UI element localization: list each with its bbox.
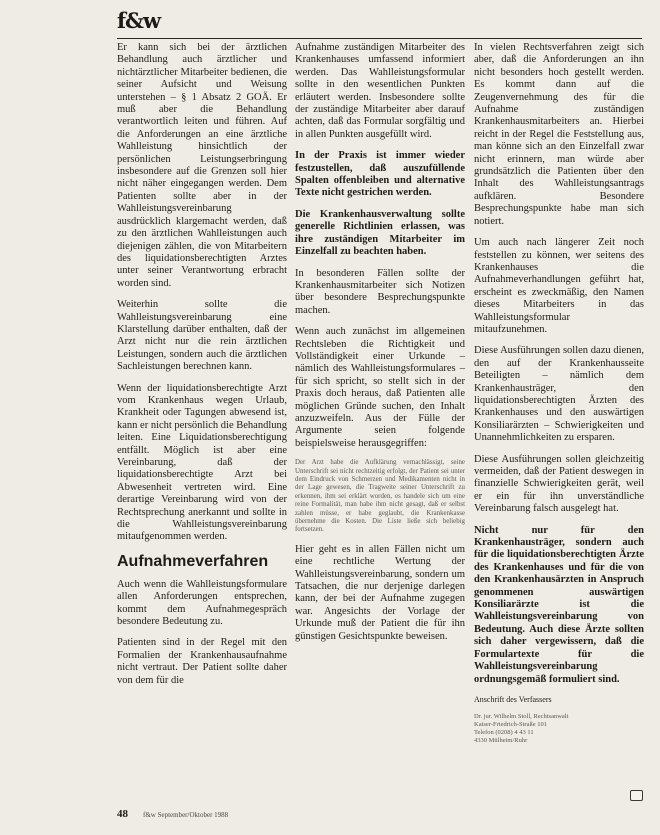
fine-print-paragraph: Der Arzt habe die Aufklärung vernachlässigt, seine Unterschrift sei nicht rechtzeitig erfolgt, der Patient sei unter dem Eindruck von Schmerzen und Medikamenten nicht in der Lage gewesen, die Tragweite seiner Unterschrift zu erkennen, ihm sei erklärt worden, es handele sich um eine reine Formalität, man habe ihm nicht gesagt, daß er selbst zahlen müsse, er habe geglaubt, die Krankenkasse übernehme die Kosten. Die Liste ließe sich beliebig fortsetzen.	[295, 459, 465, 534]
paragraph: Diese Ausführungen sollen gleichzeitig vermeiden, daß der Patient deswegen in finanzielle Schwierigkeiten gerät, weil er ein für ihn unverständliche Vereinbarung falsch ausgelegt hat.	[474, 453, 644, 515]
column-3	[474, 42, 644, 745]
paragraph: In vielen Rechtsverfahren zeigt sich aber, daß die Anforderungen an ihn nicht besonders hoch gestellt werden. Es kommt dann auf die Zeugenvernehmung des für die Aufnahme zuständigen Krankenhausmitarbeiters an. Hierbei reicht in der Regel die Feststellung aus, man könne sich an den Einzelfall zwar nicht erinnern, man würde aber grundsätzlich die Patienten über den Inhalt des Wahlleistungsantrags aufklären. Besondere Besprechungspunkte habe man sich notiert.	[474, 42, 644, 227]
issue-line: f&w September/Oktober 1988	[143, 811, 229, 819]
paragraph: Wenn auch zunächst im allgemeinen Rechtsleben die Richtigkeit und Vollständigkeit einer Urkunde – nämlich des Wahlleistungsformulares – für sich spricht, so stellt sich in der Praxis doch heraus, daß Patienten alle möglichen Gründe suchen, den Inhalt anzuzweifeln. Aus der Fülle der Argumente seien folgende beispielsweise herausgegriffen:	[295, 326, 465, 449]
page-number: 48	[117, 808, 128, 820]
paragraph: Aufnahme zuständigen Mitarbeiter des Krankenhauses umfassend informiert werden. Das Wahlleistungsformular sollte in den wesentlichen Punkten erläutert werden. Insbesondere sollte der zuständige Mitarbeiter aber darauf achten, daß das Formular sorgfältig und in allen Punkten ausgefüllt wird.	[295, 42, 465, 140]
author-byline	[474, 695, 644, 745]
bold-paragraph: Die Krankenhausverwaltung sollte generelle Richtlinien erlassen, was ihre zuständigen Mitarbeiter im Einzelfall zu beachten haben.	[295, 208, 465, 258]
column-1	[117, 42, 287, 696]
address-line: Dr. jur. Wilhelm Stoll, Rechtsanwalt	[474, 712, 569, 720]
address-line: 4330 Mülheim/Ruhr	[474, 736, 528, 744]
end-of-article-icon	[630, 790, 643, 801]
byline-label: Anschrift des Verfassers	[474, 694, 552, 704]
address-line: Kaiser-Friedrich-Straße 101	[474, 720, 547, 728]
column-2	[295, 42, 465, 652]
page-footer	[117, 808, 417, 822]
paragraph: Um auch nach längerer Zeit noch feststellen zu können, wer seitens des Krankenhauses die Aufnahmeverhandlungen geführt hat, erscheint es zweckmäßig, den Namen dieses Mitarbeiters in das Wahlleistungsformular mitaufzunehmen.	[474, 237, 644, 335]
section-heading: Aufnahmeverfahren	[117, 552, 269, 570]
paragraph: Er kann sich bei der ärztlichen Behandlung auch ärztlicher und nichtärztlicher Mitarbeiter bedienen, die seiner Aufsicht und Weisung unterstehen – § 1 Absatz 2 GOÄ. Er muß aber die Behandlung verantwortlich leiten und führen. Auf die Anforderungen an eine ärztliche Wahlleistung hinsichtlich der persönlichen Leistungserbringung insbesondere auf die Grenzen soll hier nicht näher eingegangen werden. Dem Patienten sollte aber in der Wahlleistungsvereinbarung ausdrücklich klargemacht werden, daß zu den ärztlichen Wahlleistungen auch diejenigen zählen, die von Mitarbeitern des liquidationsberechtigten Arztes unter seiner Verantwortung erbracht worden sind.	[117, 42, 287, 289]
bold-paragraph: Nicht nur für den Krankenhausträger, sondern auch für die liquidationsberechtigten Ärzte des Krankenhauses und für die von den Krankenhausärzten in Anspruch genommenen auswärtigen Konsiliarärzte ist die Wahlleistungsvereinbarung von Bedeutung. Auch diese Ärzte sollten sich daher vergewissern, daß die Formulartexte für die Wahlleistungsvereinbarung ordnungsgemäß formuliert sind.	[474, 524, 644, 685]
paragraph: Auch wenn die Wahlleistungsformulare allen Anforderungen entsprechen, kommt dem Aufnahmegespräch besondere Bedeutung zu.	[117, 578, 287, 628]
bold-paragraph: In der Praxis ist immer wieder festzustellen, daß auszufüllende Spalten offenbleiben und alternative Texte nicht gestrichen werden.	[295, 150, 465, 199]
author-address	[474, 713, 644, 745]
address-line: Telefon (0208) 4 43 11	[474, 728, 534, 736]
paragraph: Weiterhin sollte die Wahlleistungsvereinbarung eine Klarstellung darüber enthalten, daß der Arzt nicht nur die rein ärztlichen Leistungen, sondern auch die ärztlichen Sachleistungen berechnen kann.	[117, 299, 287, 373]
paragraph: Wenn der liquidationsberechtigte Arzt vom Krankenhaus wegen Urlaub, Krankheit oder Tagungen abwesend ist, kann er nicht persönlich die Behandlung leiten. Eine Liquidationsberechtigung entfällt. Möglich ist aber eine Vereinbarung, daß der liquidationsberechtigte Arzt bei Abwesenheit vertreten wird. Eine derartige Vereinbarung wird von der Rechtsprechung anerkannt und sollte in die Wahlleistungsvereinbarung mitaufgenommen werden.	[117, 382, 287, 543]
paragraph: In besonderen Fällen sollte der Krankenhausmitarbeiter sich Notizen über besondere Besprechungspunkte machen.	[295, 267, 465, 316]
paragraph: Patienten sind in der Regel mit den Formalien der Krankenhausaufnahme nicht vertraut. Der Patient sollte daher von dem für die	[117, 637, 287, 686]
paragraph: Diese Ausführungen sollen dazu dienen, den auf der Krankenhausseite Beteiligten – nämlich dem Krankenhausträger, den liquidationsberechtigten Ärzten des Krankenhauses und den auswärtigen Konsiliarärzten – Schwierigkeiten und Unannehmlichkeiten zu ersparen.	[474, 345, 644, 444]
paragraph: Hier geht es in allen Fällen nicht um eine rechtliche Wertung der Wahlleistungsvereinbarung, sondern um Tatsachen, die nur derjenige darlegen kann, der bei der Aufnahme zugegen war. Angesichts der Vorlage der Urkunde muß der Patient die für ihn günstigen Gesichtspunkte beweisen.	[295, 543, 465, 642]
journal-logo: f&w	[117, 8, 161, 33]
masthead	[117, 8, 642, 39]
